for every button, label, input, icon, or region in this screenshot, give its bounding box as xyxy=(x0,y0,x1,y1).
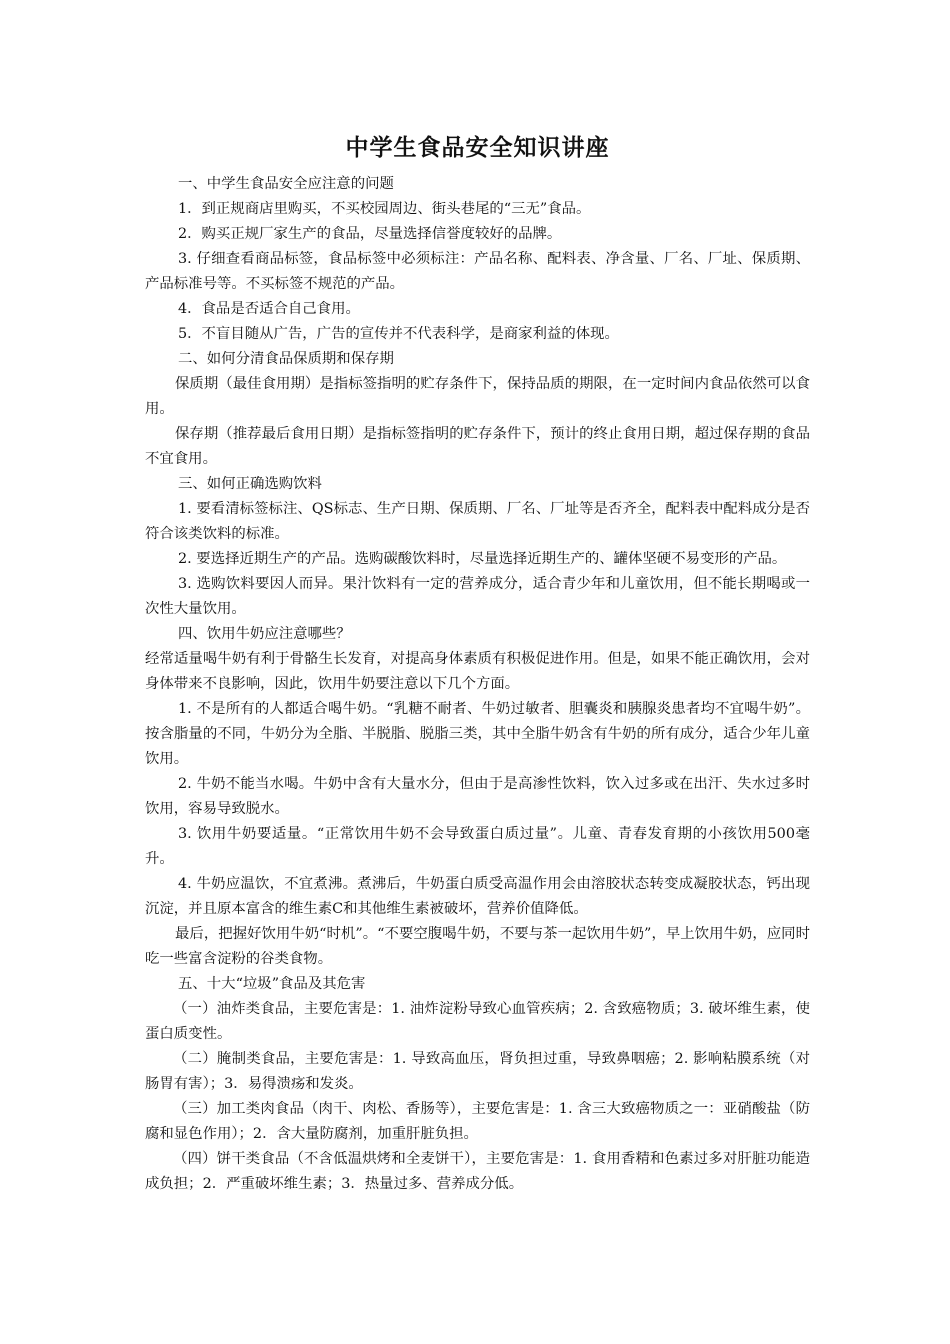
paragraph: （四）饼干类食品（不含低温烘烤和全麦饼干），主要危害是：1. 食用香精和色素过多对肝脏功能造成负担；2．严重破坏维生素；3．热量过多、营养成分低。 xyxy=(145,1151,810,1192)
paragraph: 3. 选购饮料要因人而异。果汁饮料有一定的营养成分，适合青少年和儿童饮用，但不能长期喝或一次性大量饮用。 xyxy=(145,576,810,617)
paragraph: 4. 牛奶应温饮，不宜煮沸。煮沸后，牛奶蛋白质受高温作用会由溶胶状态转变成凝胶状态，钙出现沉淀，并且原本富含的维生素C和其他维生素被破坏，营养价值降低。 xyxy=(145,876,810,917)
paragraph: 五、十大“垃圾”食品及其危害 xyxy=(178,976,366,992)
paragraph: 2. 牛奶不能当水喝。牛奶中含有大量水分，但由于是高渗性饮料，饮入过多或在出汗、失水过多时饮用，容易导致脱水。 xyxy=(145,776,810,817)
paragraph: 保质期（最佳食用期）是指标签指明的贮存条件下，保持品质的期限，在一定时间内食品依然可以食用。 xyxy=(145,376,810,417)
paragraph: 1．到正规商店里购买，不买校园周边、街头巷尾的“三无”食品。 xyxy=(178,201,591,217)
paragraph: 5．不盲目随从广告，广告的宣传并不代表科学，是商家利益的体现。 xyxy=(178,326,619,342)
paragraph: （三）加工类肉食品（肉干、肉松、香肠等），主要危害是：1. 含三大致癌物质之一：亚硝酸盐（防腐和显色作用）；2．含大量防腐剂，加重肝脏负担。 xyxy=(145,1101,810,1142)
paragraph: 四、饮用牛奶应注意哪些？ xyxy=(178,626,351,642)
paragraph: 最后，把握好饮用牛奶“时机”。“不要空腹喝牛奶，不要与茶一起饮用牛奶”，早上饮用牛奶，应同时吃一些富含淀粉的谷类食物。 xyxy=(145,926,810,967)
paragraph: 1. 要看清标签标注、QS标志、生产日期、保质期、厂名、厂址等是否齐全，配料表中配料成分是否符合该类饮料的标准。 xyxy=(145,501,810,542)
document-title: 中学生食品安全知识讲座 xyxy=(345,135,610,161)
paragraph: 一、中学生食品安全应注意的问题 xyxy=(178,176,394,192)
paragraph: 2. 要选择近期生产的产品。选购碳酸饮料时，尽量选择近期生产的、罐体坚硬不易变形的产品。 xyxy=(178,551,787,567)
paragraph: 3. 仔细查看商品标签，食品标签中必须标注：产品名称、配料表、净含量、厂名、厂址、保质期、产品标准号等。不买标签不规范的产品。 xyxy=(145,251,810,292)
paragraph: 2．购买正规厂家生产的食品，尽量选择信誉度较好的品牌。 xyxy=(178,226,562,242)
paragraph: 保存期（推荐最后食用日期）是指标签指明的贮存条件下，预计的终止食用日期，超过保存期的食品不宜食用。 xyxy=(145,426,810,467)
paragraph: （一）油炸类食品，主要危害是：1. 油炸淀粉导致心血管疾病；2. 含致癌物质；3. 破坏维生素，使蛋白质变性。 xyxy=(145,1001,810,1042)
paragraph: 4．食品是否适合自己食用。 xyxy=(178,301,360,317)
paragraph: 1. 不是所有的人都适合喝牛奶。“乳糖不耐者、牛奶过敏者、胆囊炎和胰腺炎患者均不宜喝牛奶”。按含脂量的不同，牛奶分为全脂、半脱脂、脱脂三类，其中全脂牛奶含有牛奶的所有成分，适合少年儿童饮用。 xyxy=(145,701,810,767)
paragraph: （二）腌制类食品，主要危害是：1. 导致高血压，肾负担过重，导致鼻咽癌；2. 影响粘膜系统（对肠胃有害）；3．易得溃疡和发炎。 xyxy=(145,1051,810,1092)
paragraph: 3. 饮用牛奶要适量。“正常饮用牛奶不会导致蛋白质过量”。儿童、青春发育期的小孩饮用500毫升。 xyxy=(145,826,810,867)
document-body xyxy=(145,172,810,1197)
paragraph: 三、如何正确选购饮料 xyxy=(178,476,322,492)
paragraph: 经常适量喝牛奶有利于骨骼生长发育，对提高身体素质有积极促进作用。但是，如果不能正确饮用，会对身体带来不良影响，因此，饮用牛奶要注意以下几个方面。 xyxy=(145,651,810,692)
paragraph: 二、如何分清食品保质期和保存期 xyxy=(178,351,394,367)
document-page xyxy=(145,128,810,1197)
